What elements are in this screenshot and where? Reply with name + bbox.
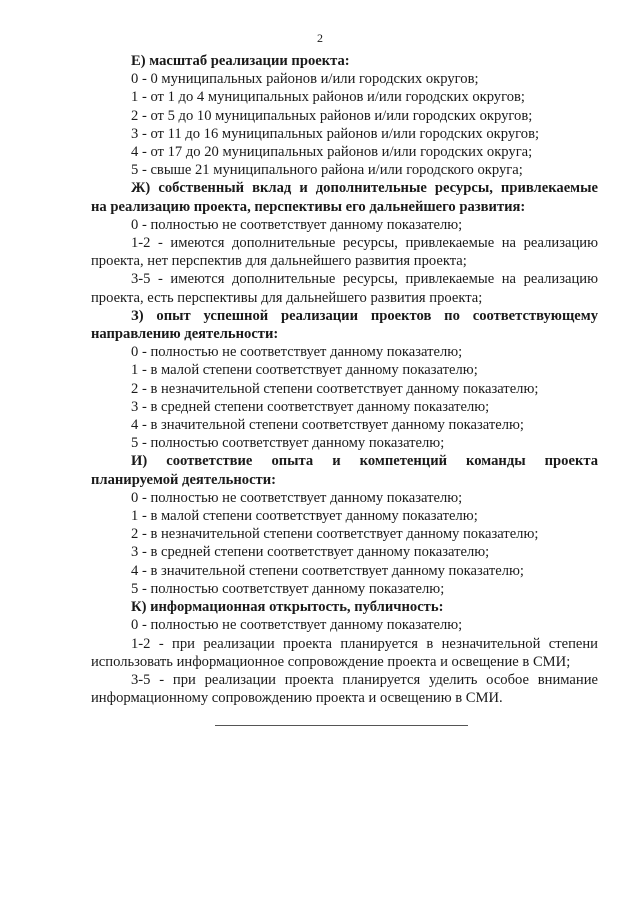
- text-line: 1 - в малой степени соответствует данному показателю;: [131, 362, 478, 379]
- end-of-document-rule: [215, 725, 468, 726]
- text-line: 0 - полностью не соответствует данному показателю;: [131, 617, 463, 634]
- text-line: проекта, нет перспектив для дальнейшего развития проекта;: [91, 253, 467, 270]
- text-line: 5 - полностью соответствует данному показателю;: [131, 580, 445, 597]
- text-line: 3 - в средней степени соответствует данному показателю;: [131, 544, 490, 561]
- document-body: [91, 52, 598, 707]
- section-heading-line: И) соответствие опыта и компетенций команды проекта: [131, 453, 598, 470]
- text-line: 3 - в средней степени соответствует данному показателю;: [131, 398, 490, 415]
- text-line: 0 - полностью не соответствует данному показателю;: [131, 216, 463, 233]
- text-line: использовать информационное сопровождение проекта и освещение в СМИ;: [91, 653, 571, 670]
- text-line: 0 - полностью не соответствует данному показателю;: [131, 344, 463, 361]
- text-line: 2 - в незначительной степени соответствует данному показателю;: [131, 380, 539, 397]
- text-line: 1-2 - при реализации проекта планируется в незначительной степени: [131, 635, 598, 652]
- section-heading-line: Ж) собственный вклад и дополнительные ресурсы, привлекаемые: [131, 180, 598, 197]
- text-line: 3-5 - имеются дополнительные ресурсы, привлекаемые на реализацию: [131, 271, 598, 288]
- section-heading-line: направлению деятельности:: [91, 326, 279, 343]
- text-line: 4 - от 17 до 20 муниципальных районов и/или городских округа;: [131, 144, 533, 161]
- text-line: 2 - от 5 до 10 муниципальных районов и/или городских округов;: [131, 107, 533, 124]
- text-line: 0 - полностью не соответствует данному показателю;: [131, 489, 463, 506]
- text-line: 4 - в значительной степени соответствует данному показателю;: [131, 562, 524, 579]
- text-line: 3 - от 11 до 16 муниципальных районов и/или городских округов;: [131, 125, 540, 142]
- text-line: 5 - полностью соответствует данному показателю;: [131, 435, 445, 452]
- text-line: 1-2 - имеются дополнительные ресурсы, привлекаемые на реализацию: [131, 235, 598, 252]
- text-line: 1 - от 1 до 4 муниципальных районов и/или городских округов;: [131, 89, 525, 106]
- text-line: 2 - в незначительной степени соответствует данному показателю;: [131, 526, 539, 543]
- section-heading-line: на реализацию проекта, перспективы его дальнейшего развития:: [91, 198, 526, 215]
- section-heading-line: Е) масштаб реализации проекта:: [131, 53, 350, 69]
- page-number: 2: [317, 31, 323, 45]
- text-line: проекта, есть перспективы для дальнейшего развития проекта;: [91, 289, 483, 306]
- text-line: 0 - 0 муниципальных районов и/или городских округов;: [131, 71, 479, 88]
- text-line: 1 - в малой степени соответствует данному показателю;: [131, 508, 478, 525]
- text-line: 3-5 - при реализации проекта планируется уделить особое внимание: [131, 671, 598, 688]
- section-heading-line: планируемой деятельности:: [91, 471, 276, 488]
- text-line: 4 - в значительной степени соответствует данному показателю;: [131, 417, 524, 434]
- text-line: 5 - свыше 21 муниципального района и/или городского округа;: [131, 162, 523, 179]
- section-heading-line: К) информационная открытость, публичность:: [131, 599, 444, 616]
- text-line: информационному сопровождению проекта и освещению в СМИ.: [91, 690, 503, 707]
- section-heading-line: З) опыт успешной реализации проектов по соответствующему: [131, 307, 598, 324]
